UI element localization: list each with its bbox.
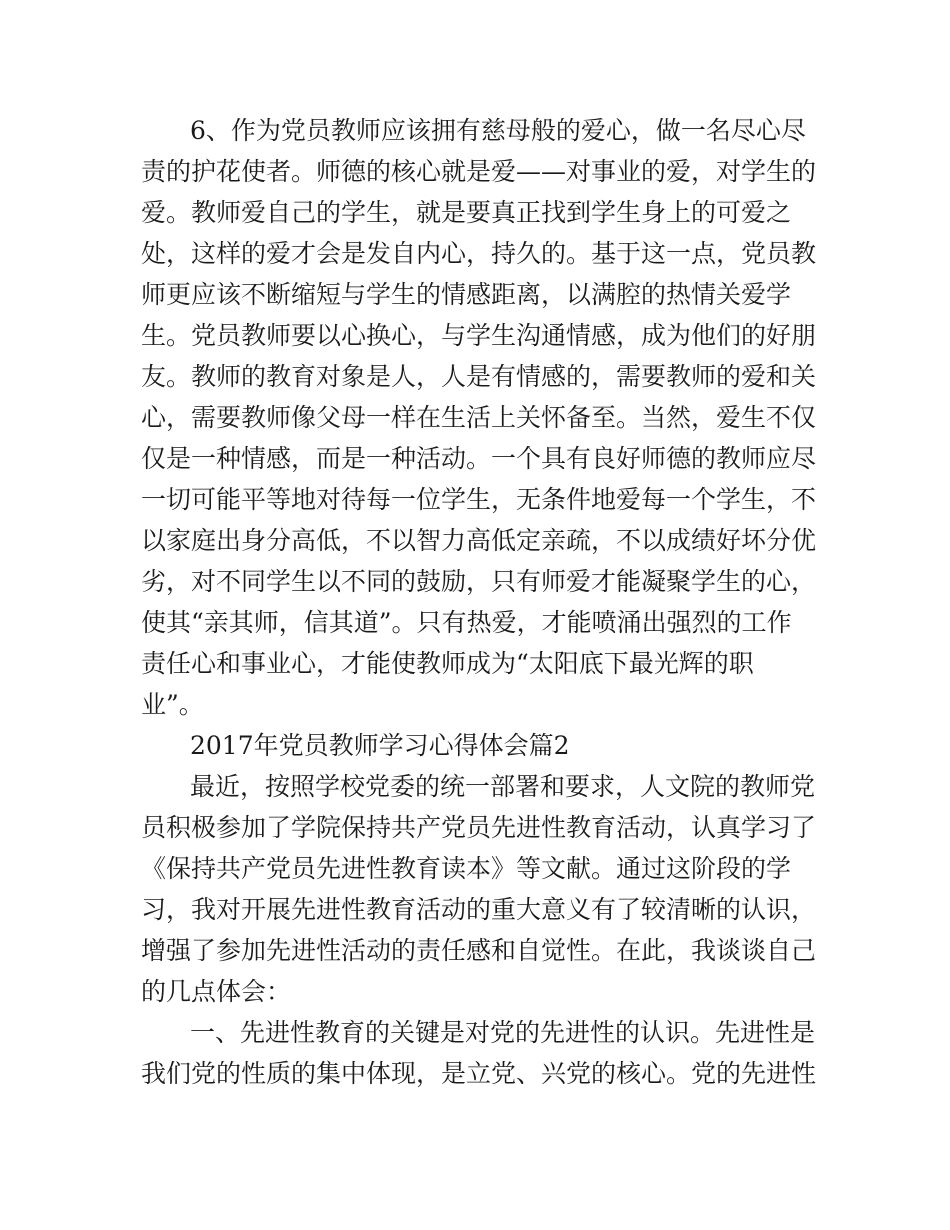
paragraph-line: 爱。教师爱自己的学生，就是要真正找到学生身上的可爱之 <box>141 198 792 227</box>
paragraph-line: 友。教师的教育对象是人，人是有情感的，需要教师的爱和关 <box>141 362 817 391</box>
paragraph-line: 仅是一种情感，而是一种活动。一个具有良好师德的教师应尽 <box>141 444 817 473</box>
paragraph-line: 责任心和事业心，才能使教师成为“太阳底下最光辉的职 <box>141 649 754 678</box>
paragraph-line: 《保持共产党员先进性教育读本》等文献。通过这阶段的学 <box>141 854 792 883</box>
paragraph-line: 责的护花使者。师德的核心就是爱——对事业的爱，对学生的 <box>141 157 817 186</box>
paragraph-line: 以家庭出身分高低，不以智力高低定亲疏，不以成绩好坏分优 <box>141 526 817 555</box>
paragraph-line: 增强了参加先进性活动的责任感和自觉性。在此，我谈谈自己 <box>141 936 817 965</box>
paragraph-line: 我们党的性质的集中体现，是立党、兴党的核心。党的先进性 <box>141 1059 817 1088</box>
paragraph-line: 业”。 <box>141 690 204 719</box>
paragraph-line: 习，我对开展先进性教育活动的重大意义有了较清晰的认识， <box>141 895 817 924</box>
paragraph-line: 最近，按照学校党委的统一部署和要求，人文院的教师党 <box>190 772 816 801</box>
section-heading: 2017年党员教师学习心得体会篇2 <box>190 731 570 760</box>
paragraph-line: 师更应该不断缩短与学生的情感距离，以满腔的热情关爱学 <box>141 280 792 309</box>
paragraph-line: 6、作为党员教师应该拥有慈母般的爱心，做一名尽心尽 <box>190 116 806 145</box>
paragraph-line: 心，需要教师像父母一样在生活上关怀备至。当然，爱生不仅 <box>141 403 817 432</box>
paragraph-line: 一、先进性教育的关键是对党的先进性的认识。先进性是 <box>190 1018 816 1047</box>
paragraph-line: 生。党员教师要以心换心，与学生沟通情感，成为他们的好朋 <box>141 321 817 350</box>
paragraph-line: 的几点体会： <box>141 977 292 1006</box>
paragraph-line: 劣，对不同学生以不同的鼓励，只有师爱才能凝聚学生的心， <box>141 567 817 596</box>
paragraph-line: 一切可能平等地对待每一位学生，无条件地爱每一个学生，不 <box>141 485 817 514</box>
paragraph-line: 使其“亲其师，信其道”。只有热爱，才能喷涌出强烈的工作 <box>141 608 792 637</box>
paragraph-line: 员积极参加了学院保持共产党员先进性教育活动，认真学习了 <box>141 813 817 842</box>
paragraph-line: 处，这样的爱才会是发自内心，持久的。基于这一点，党员教 <box>141 239 817 268</box>
